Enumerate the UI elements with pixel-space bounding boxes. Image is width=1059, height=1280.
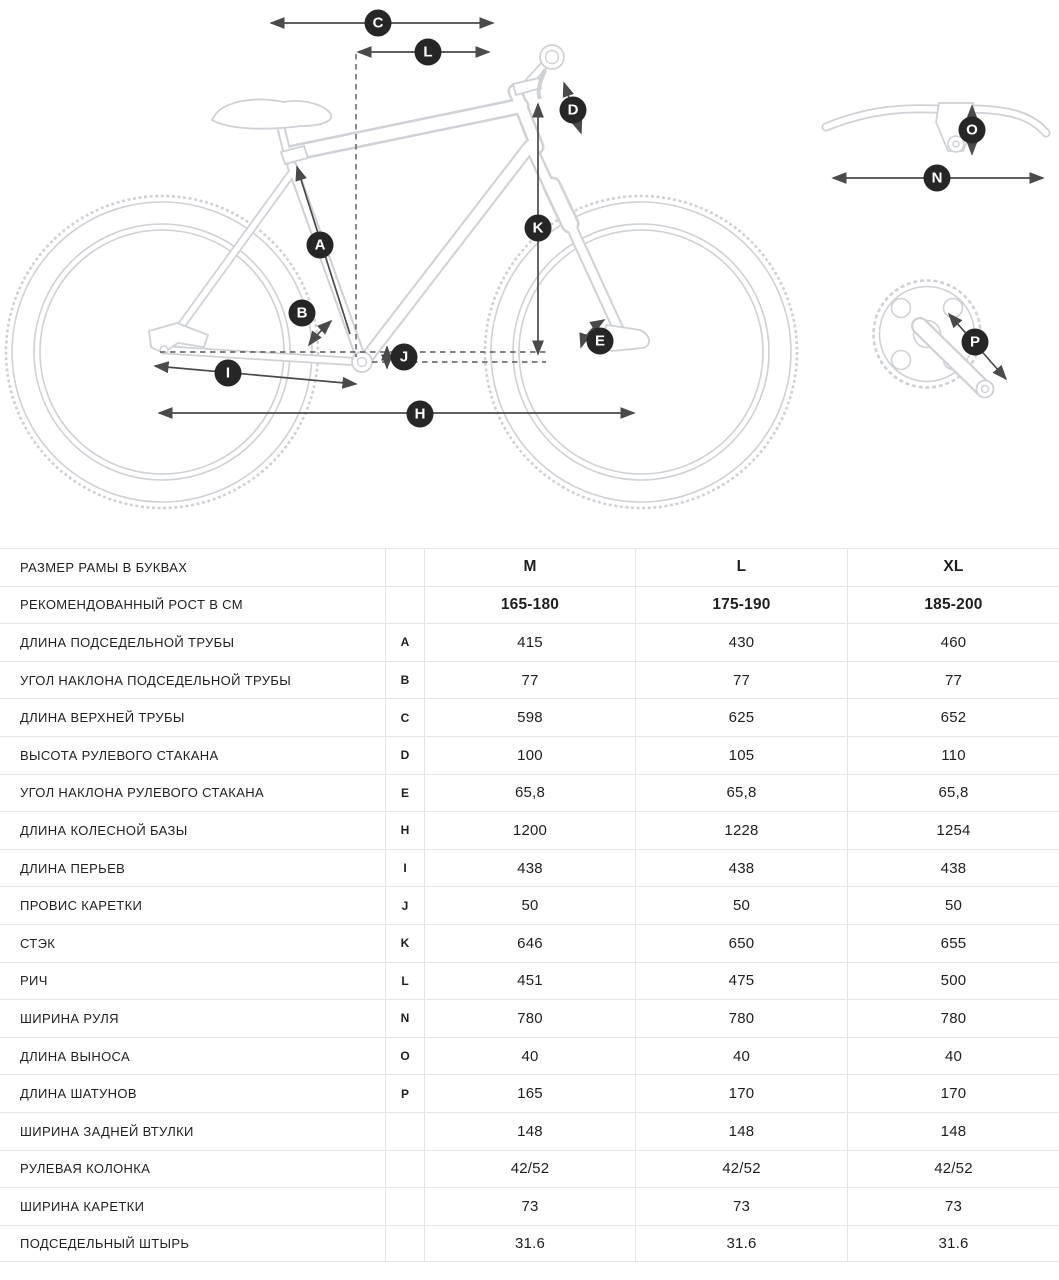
spec-label: ШИРИНА КАРЕТКИ [20,1198,145,1214]
table-row-frame-size [0,548,1059,586]
spec-value-m: 1200 [424,812,635,849]
spec-label: РИЧ [20,973,48,989]
spec-value-l: 438 [635,850,847,887]
spec-value-l: 430 [635,624,847,661]
table-row-bb-drop [0,886,1059,924]
spec-value-l: 31.6 [635,1226,847,1262]
spec-label: РЕКОМЕНДОВАННЫЙ РОСТ В СМ [20,597,243,613]
spec-label: ШИРИНА ЗАДНЕЙ ВТУЛКИ [20,1123,194,1139]
spec-value-m: 65,8 [424,775,635,812]
spec-value-m: 77 [424,662,635,699]
table-row-seat-tube-length [0,623,1059,661]
table-row-chainstay-length [0,849,1059,887]
spec-value-xl: 1254 [847,812,1059,849]
spec-letter: H [385,812,424,849]
table-row-bb-width [0,1187,1059,1225]
spec-value-l: 625 [635,699,847,736]
spec-value-l: 42/52 [635,1151,847,1188]
table-row-rear-hub-width [0,1112,1059,1150]
spec-label: ДЛИНА ШАТУНОВ [20,1086,137,1102]
spec-value-xl: 148 [847,1113,1059,1150]
marker-badge-d: D [560,97,587,124]
spec-value-l: 175-190 [635,587,847,624]
handlebar-top-view [826,103,1046,152]
spec-value-xl: 73 [847,1188,1059,1225]
spec-value-xl: 50 [847,887,1059,924]
spec-value-l: 65,8 [635,775,847,812]
table-row-headset [0,1150,1059,1188]
table-row-head-tube-height [0,736,1059,774]
table-row-stem-length [0,1037,1059,1075]
spec-letter: K [385,925,424,962]
spec-value-xl: XL [847,549,1059,586]
marker-badge-h: H [407,401,434,428]
spec-value-m: 646 [424,925,635,962]
spec-label: ДЛИНА ПОДСЕДЕЛЬНОЙ ТРУБЫ [20,634,235,650]
spec-value-xl: 170 [847,1075,1059,1112]
spec-value-m: 415 [424,624,635,661]
spec-letter [385,549,424,586]
spec-value-m: 73 [424,1188,635,1225]
spec-letter [385,1226,424,1262]
spec-label: ПОДСЕДЕЛЬНЫЙ ШТЫРЬ [20,1235,190,1251]
spec-letter [385,1113,424,1150]
spec-letter: E [385,775,424,812]
spec-label: ДЛИНА ВЫНОСА [20,1048,131,1064]
spec-value-xl: 110 [847,737,1059,774]
table-row-crank-length [0,1074,1059,1112]
spec-value-xl: 40 [847,1038,1059,1075]
spec-value-m: 165 [424,1075,635,1112]
spec-value-m: 42/52 [424,1151,635,1188]
spec-letter: P [385,1075,424,1112]
marker-badge-o: O [959,117,986,144]
table-row-wheelbase [0,811,1059,849]
spec-value-l: 1228 [635,812,847,849]
spec-letter: L [385,963,424,1000]
spec-value-xl: 77 [847,662,1059,699]
marker-badge-l: L [415,39,442,66]
spec-value-m: 100 [424,737,635,774]
spec-value-m: 438 [424,850,635,887]
spec-letter [385,587,424,624]
spec-value-xl: 42/52 [847,1151,1059,1188]
table-row-head-tube-angle [0,774,1059,812]
table-row-handlebar-width [0,999,1059,1037]
spec-value-l: 73 [635,1188,847,1225]
spec-label: СТЭК [20,935,56,951]
spec-value-m: 40 [424,1038,635,1075]
spec-label: ПРОВИС КАРЕТКИ [20,898,143,914]
spec-value-l: 780 [635,1000,847,1037]
spec-value-l: 105 [635,737,847,774]
spec-label: ДЛИНА КОЛЕСНОЙ БАЗЫ [20,822,188,838]
spec-value-xl: 65,8 [847,775,1059,812]
spec-value-l: 40 [635,1038,847,1075]
spec-value-l: 475 [635,963,847,1000]
spec-letter: B [385,662,424,699]
spec-letter: C [385,699,424,736]
spec-value-xl: 500 [847,963,1059,1000]
spec-value-m: 148 [424,1113,635,1150]
spec-value-l: 50 [635,887,847,924]
marker-badge-b: B [289,300,316,327]
spec-label: РАЗМЕР РАМЫ В БУКВАХ [20,559,188,575]
spec-value-xl: 652 [847,699,1059,736]
spec-value-xl: 655 [847,925,1059,962]
arrow-b [309,321,331,345]
marker-badge-c: C [365,10,392,37]
arrow-i [155,366,356,384]
spec-value-xl: 780 [847,1000,1059,1037]
spec-value-xl: 31.6 [847,1226,1059,1262]
bike-diagram-canvas [0,0,1059,546]
marker-badge-k: K [525,215,552,242]
spec-letter [385,1188,424,1225]
spec-value-xl: 185-200 [847,587,1059,624]
marker-badge-p: P [962,329,989,356]
spec-value-m: M [424,549,635,586]
spec-label: ДЛИНА ВЕРХНЕЙ ТРУБЫ [20,710,185,726]
table-row-stack [0,924,1059,962]
spec-value-l: L [635,549,847,586]
spec-value-xl: 460 [847,624,1059,661]
spec-letter [385,1151,424,1188]
table-row-reach [0,962,1059,1000]
spec-label: УГОЛ НАКЛОНА ПОДСЕДЕЛЬНОЙ ТРУБЫ [20,672,292,688]
spec-value-m: 780 [424,1000,635,1037]
spec-label: РУЛЕВАЯ КОЛОНКА [20,1161,151,1177]
spec-letter: J [385,887,424,924]
spec-letter: A [385,624,424,661]
table-row-recommended-height [0,586,1059,624]
spec-letter: N [385,1000,424,1037]
marker-badge-e: E [587,328,614,355]
spec-value-m: 50 [424,887,635,924]
spec-value-xl: 438 [847,850,1059,887]
spec-letter: D [385,737,424,774]
spec-value-l: 170 [635,1075,847,1112]
spec-label: УГОЛ НАКЛОНА РУЛЕВОГО СТАКАНА [20,785,265,801]
table-row-top-tube-length [0,698,1059,736]
table-row-seatpost [0,1225,1059,1263]
bike-geometry-diagram [0,0,1059,546]
spec-letter: O [385,1038,424,1075]
marker-badge-j: J [391,344,418,371]
spec-value-l: 148 [635,1113,847,1150]
spec-value-m: 451 [424,963,635,1000]
spec-label: ВЫСОТА РУЛЕВОГО СТАКАНА [20,747,219,763]
geometry-spec-table [0,548,1059,1262]
spec-value-l: 650 [635,925,847,962]
spec-letter: I [385,850,424,887]
spec-value-m: 31.6 [424,1226,635,1262]
spec-value-l: 77 [635,662,847,699]
spec-label: ДЛИНА ПЕРЬЕВ [20,860,126,876]
marker-badge-n: N [924,165,951,192]
spec-label: ШИРИНА РУЛЯ [20,1010,119,1026]
marker-badge-a: A [307,232,334,259]
saddle-icon [212,99,331,128]
bike-side-view [6,45,797,508]
marker-badge-i: I [215,360,242,387]
table-row-seat-tube-angle [0,661,1059,699]
spec-value-m: 598 [424,699,635,736]
spec-value-m: 165-180 [424,587,635,624]
